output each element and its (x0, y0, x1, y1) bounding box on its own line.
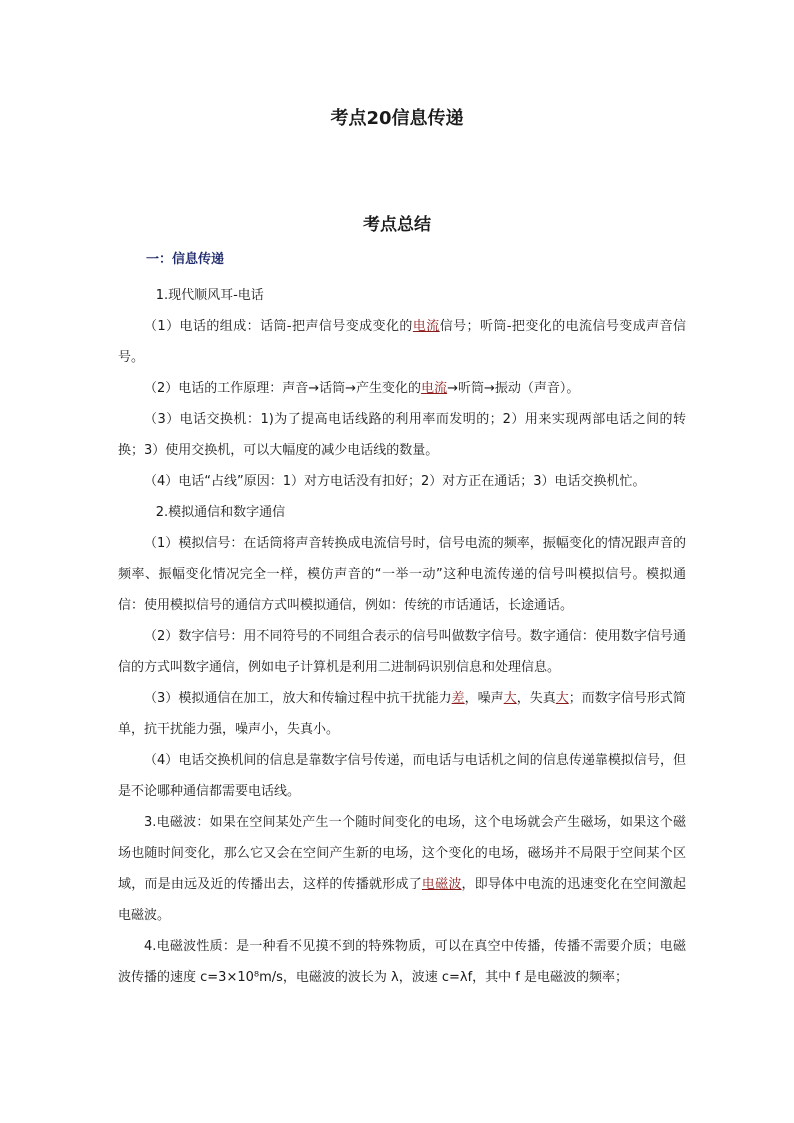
item-heading: 2.模拟通信和数字通信 (155, 505, 286, 520)
paragraph: （2）数字信号：用不同符号的不同组合表示的信号叫做数字信号。数字通信：使用数字信号通信的方式叫数字通信，例如电子计算机是利用二进制码识别信息和处理信息。 (118, 629, 686, 675)
section-heading: 一：信息传递 (146, 252, 225, 267)
paragraph: （4）电话“占线”原因：1）对方电话没有扣好；2）对方正在通话；3）电话交换机忙。 (144, 474, 646, 489)
paragraph: （3）电话交换机：1)为了提高电话线路的利用率而发明的；2）用来实现两部电话之间的转换；3）使用交换机，可以大幅度的减少电话线的数量。 (118, 412, 686, 458)
paragraph: （2）电话的工作原理：声音→话筒→产生变化的电流→听筒→振动（声音）。 (144, 381, 580, 396)
item-heading: 1.现代顺风耳-电话 (155, 288, 264, 303)
paragraph: 4.电磁波性质：是一种看不见摸不到的特殊物质，可以在真空中传播，传播不需要介质；电磁波传播的速度 c=3×10⁸m/s，电磁波的波长为 λ，波速 c=λf，其中 f 是电磁波的频率； (118, 939, 686, 985)
document-title: 考点20信息传递 (330, 108, 464, 129)
paragraph: （1）模拟信号：在话筒将声音转换成电流信号时，信号电流的频率，振幅变化的情况跟声音的频率、振幅变化情况完全一样，模仿声音的“一举一动”这种电流传递的信号叫模拟信号。模拟通信：使用模拟信号的通信方式叫模拟通信，例如：传统的市话通话，长途通话。 (118, 536, 686, 613)
paragraph: （1）电话的组成：话筒-把声信号变成变化的电流信号；听筒-把变化的电流信号变成声音信号。 (118, 319, 686, 365)
paragraph: （3）模拟通信在加工，放大和传输过程中抗干扰能力差，噪声大，失真大；而数字信号形式简单，抗干扰能力强，噪声小，失真小。 (118, 691, 686, 737)
paragraph: （4）电话交换机间的信息是靠数字信号传递，而电话与电话机之间的信息传递靠模拟信号，但是不论哪种通信都需要电话线。 (118, 753, 686, 799)
paragraph: 3.电磁波：如果在空间某处产生一个随时间变化的电场，这个电场就会产生磁场，如果这个磁场也随时间变化，那么它又会在空间产生新的电场，这个变化的电场，磁场并不局限于空间某个区域，而是由远及近的传播出去，这样的传播就形成了电磁波，即导体中电流的迅速变化在空间激起电磁波。 (118, 815, 686, 923)
document-body (118, 280, 686, 993)
section-title: 考点总结 (363, 215, 431, 235)
